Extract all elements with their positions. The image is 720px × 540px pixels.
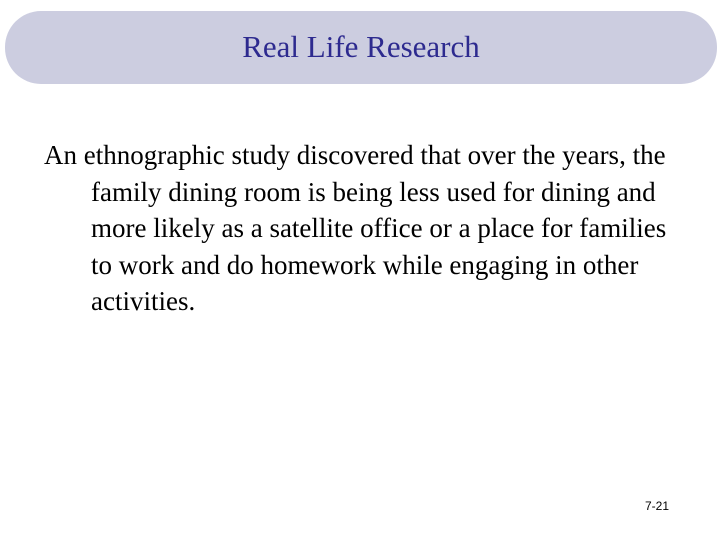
page-number: 7-21: [645, 499, 670, 513]
slide-title: Real Life Research: [242, 28, 480, 64]
slide-body-text: An ethnographic study discovered that over the years, the family dining room is being less used for dining and more likely as a satellite office or a place for families to work and do homework while engaging in other activities.: [44, 140, 667, 316]
title-bar: [5, 11, 717, 84]
